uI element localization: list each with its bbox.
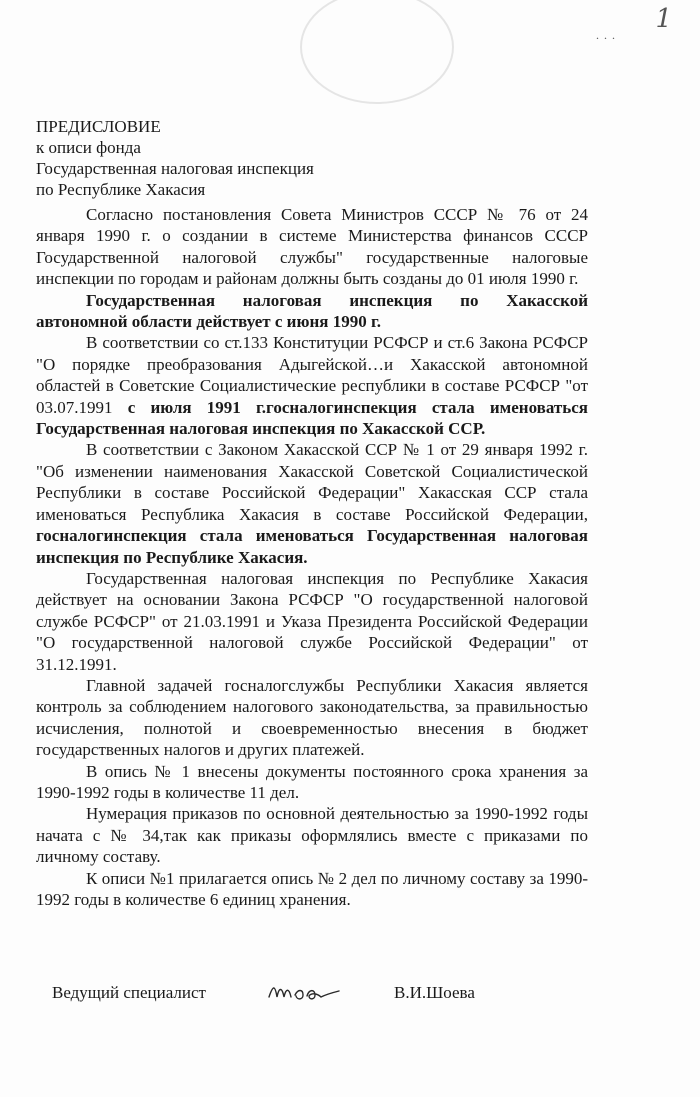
paragraph-6: Главной задачей госналогслужбы Республики Хакасия является контроль за соблюдением налогового законодательства, за правильностью исчисления, полнотой и своевременностью внесения в бюджет государственных налогов и других платежей.	[36, 675, 588, 760]
margin-dots: . . .	[596, 28, 616, 42]
bleed-through-stamp	[300, 0, 454, 104]
paragraph-5: Государственная налоговая инспекция по Республике Хакасия действует на основании Закона РСФСР "О государственной налоговой службе РСФСР" от 21.03.1991 и Указа Президента Российской Федерации "О государственной налоговой службе Российской Федерации" от 31.12.1991.	[36, 568, 588, 674]
paragraph-1: Согласно постановления Совета Министров СССР № 76 от 24 января 1990 г. о создании в системе Министерства финансов СССР Государственной налоговой службы" государственные налоговые инспекции по городам и районам должны быть созданы до 01 июля 1990 г.	[36, 205, 588, 289]
fund-name: Государственная налоговая инспекция	[36, 159, 314, 178]
paragraph-9: К описи №1 прилагается опись № 2 дел по личному составу за 1990-1992 годы в количестве 6 единиц хранения.	[36, 868, 588, 909]
paragraph-3-bold: с июля 1991 г.госналогинспекция стала именоваться Государственная налоговая инспекция по Хакасской ССР.	[36, 397, 589, 439]
paragraph-2: Государственная налоговая инспекция по Хакасской автономной области действует с июня 1990 г.	[36, 290, 588, 332]
paragraph-4	[36, 439, 588, 567]
fund-region: по Республике Хакасия	[36, 180, 206, 199]
paragraph-4-text: В соответствии с Законом Хакасской ССР № 1 от 29 января 1992 г. "Об изменении наименования Хакасской Советской Социалистической Республики в составе Российской Федерации" Хакасская ССР стала именоваться Республика Хакасия в составе Российской Федерации,	[36, 440, 588, 524]
paragraph-4-bold: госналогинспекция стала именоваться Государственная налоговая инспекция по Республике Хакасия.	[36, 526, 588, 567]
document-body	[36, 116, 588, 910]
signatory-role: Ведущий специалист	[52, 983, 206, 1002]
paragraph-3	[36, 332, 588, 439]
paragraph-3-text: В соответствии со ст.133 Конституции РСФСР и ст.6 Закона РСФСР "О порядке преобразования Адыгейской…и Хакасской автономной областей в Советские Социалистические республики в составе РСФСР "от 03.07.1991	[36, 333, 588, 417]
paragraph-7: В опись № 1 внесены документы постоянного срока хранения за 1990-1992 годы в количестве 11 дел.	[36, 761, 588, 802]
page-number: 1	[655, 4, 672, 34]
doc-title: ПРЕДИСЛОВИЕ	[36, 117, 161, 136]
signatory-name: В.И.Шоева	[394, 983, 475, 1002]
paragraph-8: Нумерация приказов по основной деятельностью за 1990-1992 годы начата с № 34,так как приказы оформлялись вместе с приказами по личному составу.	[36, 804, 588, 867]
doc-subtitle: к описи фонда	[36, 138, 141, 157]
signature-block	[52, 983, 612, 1011]
handwritten-signature	[265, 975, 345, 1005]
